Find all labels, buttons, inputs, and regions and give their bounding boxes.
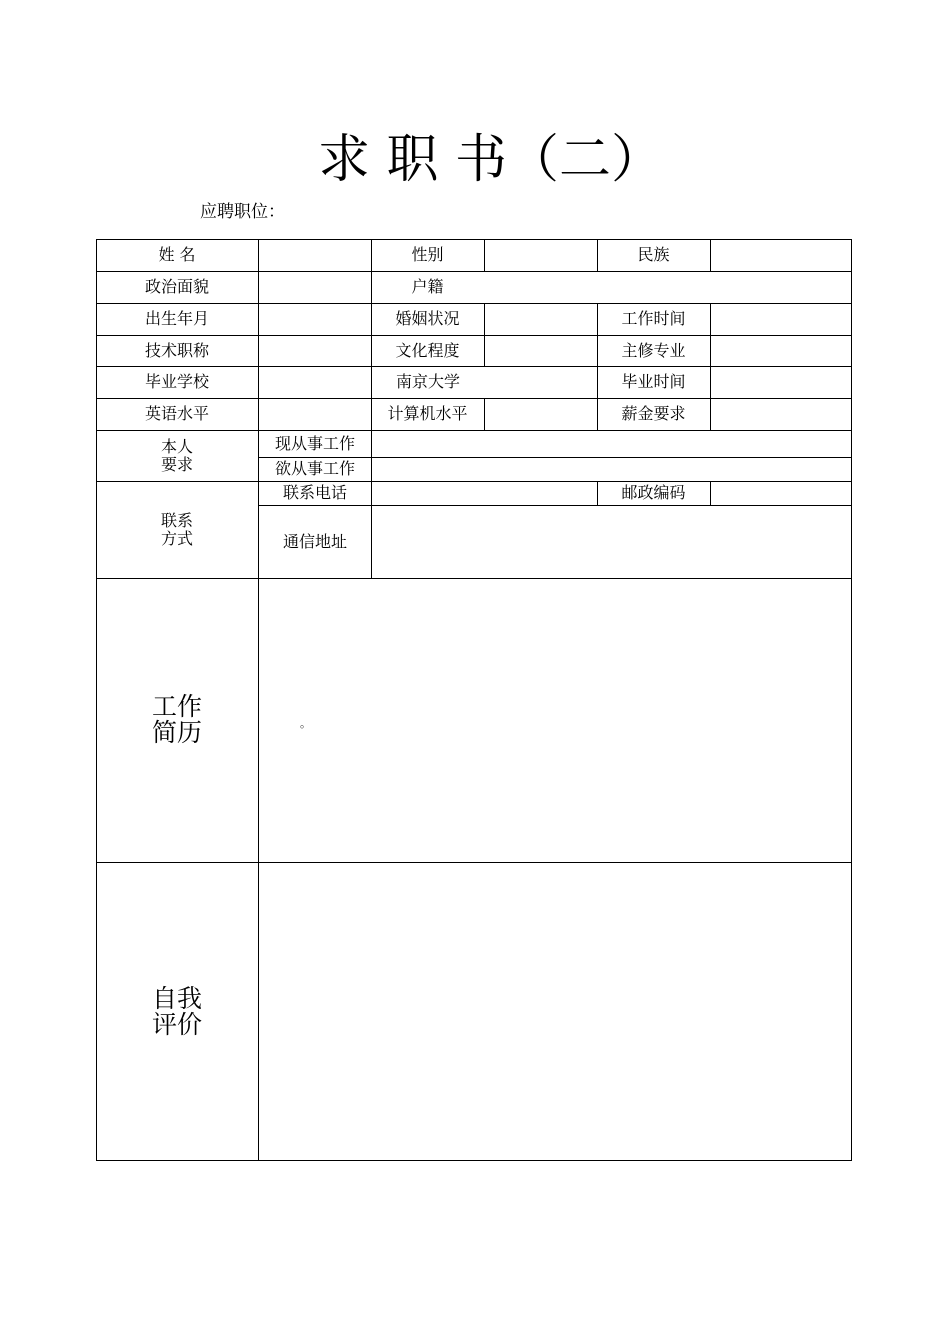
contact-info-label (96, 481, 258, 578)
political-status-label: 政治面貌 (144, 277, 209, 296)
hukou-field[interactable] (485, 271, 852, 303)
gender-label: 性别 (411, 245, 444, 264)
work-history-label-line-1: 工作 (151, 692, 202, 721)
contact-info-label-line-1: 联系 (160, 510, 193, 530)
phone-field[interactable] (372, 481, 597, 505)
name-label: 姓 名 (158, 245, 196, 264)
desired-work-label: 欲从事工作 (274, 459, 355, 478)
english-level-field[interactable] (259, 398, 371, 430)
graduation-time-label: 毕业时间 (621, 372, 686, 391)
self-evaluation-label (96, 862, 258, 1161)
ethnicity-label: 民族 (637, 245, 670, 264)
graduation-time-field[interactable] (711, 366, 852, 398)
marital-status-field[interactable] (485, 303, 597, 335)
self-evaluation-field[interactable] (259, 863, 852, 1160)
computer-level-label: 计算机水平 (387, 404, 468, 423)
personal-requirements-label (96, 430, 258, 481)
political-status-field[interactable] (259, 271, 371, 303)
education-label: 文化程度 (395, 340, 460, 360)
work-time-field[interactable] (711, 303, 852, 335)
salary-requirement-label: 薪金要求 (621, 404, 686, 423)
birth-date-label: 出生年月 (144, 309, 209, 328)
work-history-label (96, 578, 258, 862)
applied-position-label: 应聘职位： (200, 202, 285, 222)
english-level-label: 英语水平 (144, 404, 209, 423)
name-field[interactable] (259, 239, 371, 271)
self-evaluation-label-line-1: 自我 (151, 983, 202, 1013)
address-field[interactable] (372, 505, 852, 578)
computer-level-field[interactable] (485, 398, 597, 430)
postcode-field[interactable] (711, 481, 852, 505)
current-work-label: 现从事工作 (274, 433, 355, 453)
marital-status-label: 婚姻状况 (395, 309, 460, 328)
birth-date-field[interactable] (259, 303, 371, 335)
document-title: 求 职 书（二） (318, 130, 664, 190)
phone-label: 联系电话 (282, 483, 347, 502)
current-work-field[interactable] (372, 430, 852, 457)
ethnicity-field[interactable] (711, 239, 852, 271)
gender-field[interactable] (485, 239, 597, 271)
graduation-school-label: 毕业学校 (144, 372, 209, 391)
salary-requirement-field[interactable] (711, 398, 852, 430)
hukou-label: 户籍 (411, 277, 444, 296)
postcode-label: 邮政编码 (621, 483, 686, 502)
work-history-field[interactable] (259, 579, 852, 862)
personal-requirements-label-line-2: 要求 (160, 454, 193, 474)
personal-requirements-label-line-1: 本人 (160, 436, 193, 456)
graduation-school-value[interactable]: 南京大学 (395, 372, 460, 391)
desired-work-field[interactable] (372, 457, 852, 481)
contact-info-label-line-2: 方式 (160, 528, 193, 548)
work-time-label: 工作时间 (621, 309, 686, 328)
major-label: 主修专业 (621, 340, 686, 360)
work-history-label-line-2: 简历 (151, 718, 202, 747)
work-history-mark: 。 (300, 717, 311, 730)
major-field[interactable] (711, 335, 852, 366)
education-field[interactable] (485, 335, 597, 366)
technical-title-field[interactable] (259, 335, 371, 366)
technical-title-label: 技术职称 (144, 340, 209, 360)
self-evaluation-label-line-2: 评价 (151, 1009, 202, 1039)
address-label: 通信地址 (282, 531, 347, 551)
